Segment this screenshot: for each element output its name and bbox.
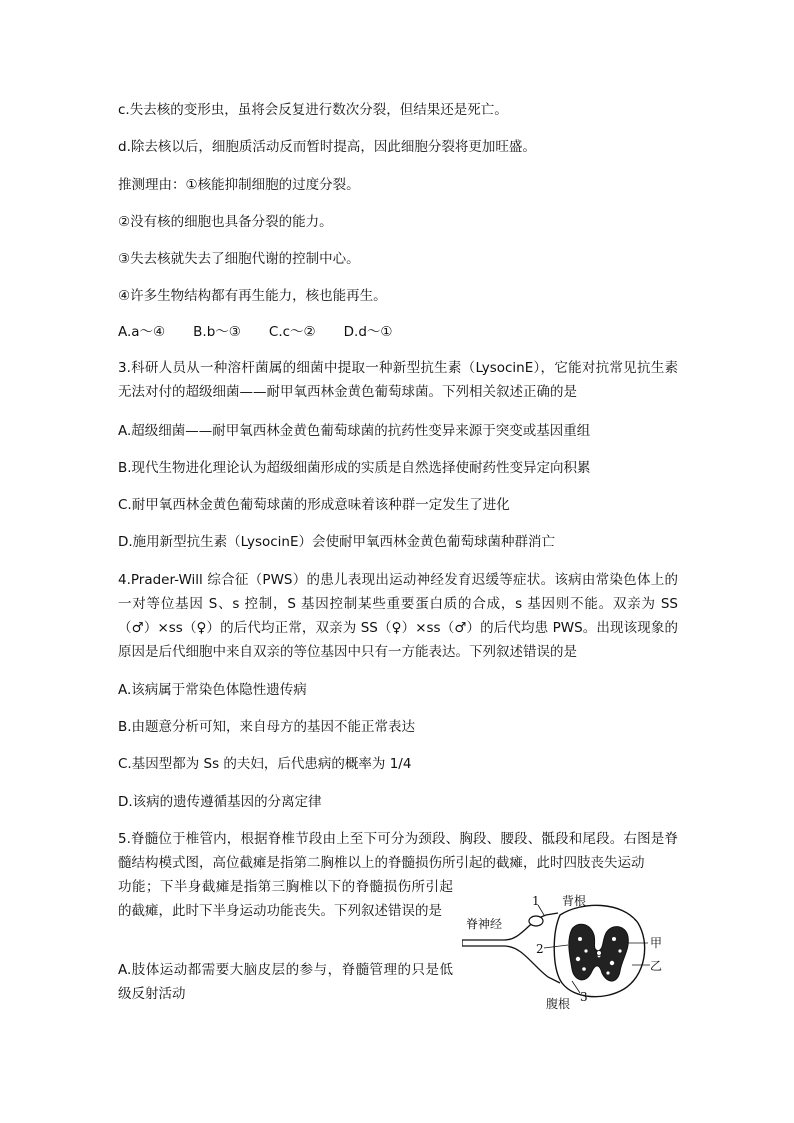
reason-4: ④许多生物结构都有再生能力，核也能再生。 bbox=[118, 288, 387, 304]
label-ventral-root: 腹根 bbox=[546, 997, 571, 1011]
q3-option-a: A.超级细菌——耐甲氧西林金黄色葡萄球菌的抗药性变异来源于突变或基因重组 bbox=[118, 423, 591, 439]
ventral-root-line bbox=[462, 946, 560, 983]
label-jia: 甲 bbox=[650, 936, 662, 950]
q4-stem: 4.Prader-Will 综合征（PWS）的患儿表现出运动神经发育迟缓等症状。该病由常染色体上的一对等位基因 S、s 控制，S 基因控制某些重要蛋白质的合成，s 基因则不能。双亲为 SS（♂）×ss（♀）的后代均正常，双亲为 SS（♀）×ss（♂）的后代均患 PWS。出现该现象的原因是后代细胞中来自双亲的等位基因中只有一方能表达。下列叙述错误的是 bbox=[118, 572, 678, 660]
reason-3: ③失去核就失去了细胞代谢的控制中心。 bbox=[118, 251, 360, 267]
q2-option-c: C.c～② bbox=[268, 324, 316, 340]
q2-option-a: A.a～④ bbox=[118, 324, 166, 340]
ganglion bbox=[529, 916, 543, 926]
q5-stem-part1: 5.脊髓位于椎管内，根据脊椎节段由上至下可分为颈段、胸段、腰段、骶段和尾段。右图是脊髓结构模式图，高位截瘫是指第二胸椎以上的脊髓损伤所引起的截瘫，此时四肢丧失运动 bbox=[118, 831, 678, 871]
label-dorsal-root: 背根 bbox=[562, 894, 587, 908]
q5-stem-part2: 功能；下半身截瘫是指第三胸椎以下的脊髓损伤所引起的截瘫，此时下半身运动功能丧失。下列叙述错误的是 bbox=[118, 879, 453, 919]
label-1: 1 bbox=[532, 894, 540, 908]
label-3: 3 bbox=[580, 990, 588, 1004]
statement-d: d.除去核以后，细胞质活动反而暂时提高，因此细胞分裂将更加旺盛。 bbox=[118, 139, 536, 155]
q4-option-d: D.该病的遗传遵循基因的分离定律 bbox=[118, 794, 322, 810]
label-2: 2 bbox=[536, 942, 544, 956]
q3-stem: 3.科研人员从一种溶杆菌属的细菌中提取一种新型抗生素（LysocinE），它能对抗常见抗生素无法对付的超级细菌——耐甲氧西林金黄色葡萄球菌。下列相关叙述正确的是 bbox=[118, 360, 678, 400]
q4-option-a: A.该病属于常染色体隐性遗传病 bbox=[118, 682, 307, 698]
q3-option-b: B.现代生物进化理论认为超级细菌形成的实质是自然选择使耐药性变异定向积累 bbox=[118, 460, 591, 476]
label-spinal-nerve: 脊神经 bbox=[466, 917, 503, 931]
q2-options bbox=[118, 322, 393, 342]
q4-option-c: C.基因型都为 Ss 的夫妇，后代患病的概率为 1/4 bbox=[118, 756, 412, 772]
reason-2: ②没有核的细胞也具备分裂的能力。 bbox=[118, 214, 333, 230]
label-yi: 乙 bbox=[650, 959, 662, 973]
q3-option-c: C.耐甲氧西林金黄色葡萄球菌的形成意味着该种群一定发生了进化 bbox=[118, 497, 510, 513]
statement-c: c.失去核的变形虫，虽将会反复进行数次分裂，但结果还是死亡。 bbox=[118, 102, 508, 118]
q2-option-b: B.b～③ bbox=[193, 324, 241, 340]
q3-option-d: D.施用新型抗生素（LysocinE）会使耐甲氧西林金黄色葡萄球菌种群消亡 bbox=[118, 534, 556, 550]
reason-1: 推测理由：①核能抑制细胞的过度分裂。 bbox=[118, 177, 360, 193]
q5-option-a: A.肢体运动都需要大脑皮层的参与，脊髓管理的只是低级反射活动 bbox=[118, 962, 453, 1002]
spinal-cord-diagram bbox=[462, 893, 662, 1011]
q2-option-d: D.d～① bbox=[343, 324, 393, 340]
q4-option-b: B.由题意分析可知，来自母方的基因不能正常表达 bbox=[118, 719, 416, 735]
central-canal bbox=[597, 951, 602, 956]
